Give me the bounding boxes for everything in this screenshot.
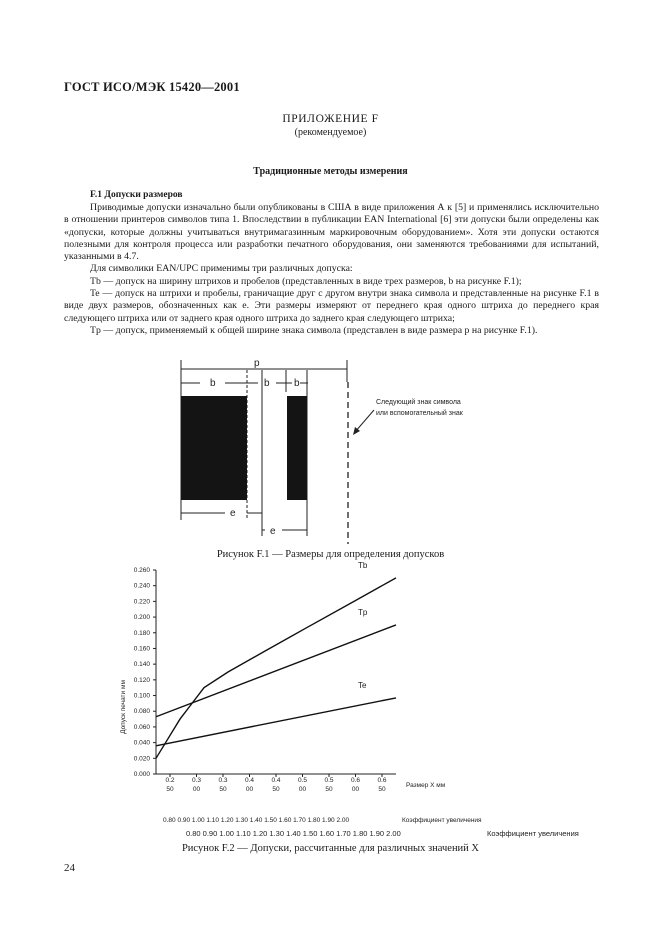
y-tick-label: 0.120 [133, 676, 150, 684]
label-e: e [230, 508, 236, 519]
x-tick-label: 0.5 [297, 777, 308, 784]
paragraph: Приводимые допуски изначально были опубликованы в США в виде приложения А к [5] и применялись исключительно в отношении принтеров символов типа 1. Впоследствии в публикации EAN International [6] эти допуски были определены как «допуски, которые должны учитываться внутримагазинным маркировочным оборудованием». Хотя эти допуски остаются полезными для контроля процесса или разработки печатного оборудования, они заменяются требованиями для испытаний, указанными в 4.7. [64, 202, 599, 263]
paragraph: Для символики EAN/UPC применимы три различных допуска: [90, 263, 353, 275]
y-tick-label: 0.140 [133, 661, 150, 669]
y-tick-label: 0.020 [133, 755, 150, 763]
label-p: p [254, 358, 260, 369]
label-e: e [270, 526, 276, 537]
series-line-te [156, 698, 396, 746]
magnification-label-2: Коэффициент увеличения [487, 829, 579, 838]
x-tick-label: 50 [272, 786, 280, 793]
series-label-tp: Tp [358, 607, 368, 617]
x-tick-label: 50 [378, 786, 386, 793]
y-tick-label: 0.260 [133, 567, 150, 574]
x-tick-label: 00 [192, 786, 201, 793]
y-axis [134, 567, 156, 778]
label-b: b [294, 378, 300, 389]
y-tick-label: 0.180 [133, 629, 150, 637]
paragraph: Tb — допуск на ширину штрихов и пробелов (представленных в виде трех размеров, b на рисунке F.1); [90, 275, 522, 287]
note-line-1: Следующий знак символа [376, 399, 461, 406]
x-tick-label: 50 [325, 786, 333, 793]
note-line-2: или вспомогательный знак [376, 410, 463, 417]
magnification-row-2: 0.80 0.90 1.00 1.10 1.20 1.30 1.40 1.50 1.60 1.70 1.80 1.90 2.00 [186, 829, 401, 838]
appendix-subtitle: (рекомендуемое) [294, 127, 367, 138]
appendix-title: ПРИЛОЖЕНИЕ F [282, 113, 379, 125]
label-b: b [210, 378, 216, 389]
label-b: b [264, 378, 270, 389]
section-title: F.1 Допуски размеров [90, 190, 183, 200]
note-arrowhead [353, 427, 360, 435]
y-tick-label: 0.160 [133, 645, 150, 653]
series-label-tb: Tb [358, 560, 368, 570]
y-tick-label: 0.200 [133, 614, 150, 622]
paragraph: Te — допуск на штрихи и пробелы, граничащие друг с другом внутри знака символа и представленные на рисунке F.1 в виде двух размеров, обозначенных как е. Эти размеры измеряют от переднего края одного штриха до переднего края следующего штриха или от заднего края одного штриха до заднего края следующего штриха; [64, 288, 599, 324]
x-tick-label: 50 [219, 786, 227, 793]
document-header: ГОСТ ИСО/МЭК 15420—2001 [64, 80, 240, 94]
figure-f1-caption: Рисунок F.1 — Размеры для определения допусков [216, 549, 445, 560]
x-tick-label: 0.2 [165, 777, 175, 784]
y-tick-label: 0.000 [133, 771, 150, 778]
x-tick-label: 0.3 [191, 777, 202, 784]
paragraph: Tp — допуск, применяемый к общей ширине знака символа (представлен в виде размера р на рисунке F.1). [90, 324, 538, 336]
x-tick-label: 00 [245, 786, 254, 793]
y-tick-label: 0.040 [133, 739, 150, 747]
bar-narrow [287, 396, 307, 500]
figure-f1 [170, 352, 510, 544]
x-tick-label: 00 [351, 786, 360, 793]
x-tick-label: 0.6 [377, 777, 387, 784]
series-line-tb [156, 578, 396, 758]
x-tick-label: 0.4 [244, 777, 255, 784]
bar-wide [181, 396, 247, 500]
figure-f2-caption: Рисунок F.2 — Допуски, рассчитанные для различных значений Х [181, 843, 480, 854]
y-tick-label: 0.060 [133, 723, 150, 731]
section-body [64, 202, 599, 337]
x-tick-label: 0.6 [350, 777, 361, 784]
y-tick-label: 0.080 [133, 708, 150, 716]
figure-f2-chart [100, 560, 620, 860]
series-line-tp [156, 625, 396, 717]
x-axis [156, 774, 396, 793]
magnification-row-1: 0.80 0.90 1.00 1.10 1.20 1.30 1.40 1.50 1.60 1.70 1.80 1.90 2.00 [163, 817, 350, 824]
x-axis-label: Размер Х мм [406, 782, 446, 789]
x-tick-label: 50 [166, 786, 174, 793]
series-label-te: Te [358, 680, 367, 690]
y-tick-label: 0.220 [133, 598, 150, 606]
x-tick-label: 0.5 [324, 777, 334, 784]
x-tick-label: 0.4 [271, 777, 281, 784]
note-arrow [355, 410, 374, 432]
y-axis-label: Допуск печати мм [120, 680, 127, 734]
magnification-label-1: Коэффициент увеличения [402, 817, 482, 824]
series-group [156, 561, 396, 758]
page-number: 24 [64, 862, 75, 874]
appendix-heading: Традиционные методы измерения [253, 166, 408, 177]
y-tick-label: 0.240 [133, 582, 150, 590]
y-tick-label: 0.100 [133, 692, 150, 700]
x-tick-label: 0.3 [218, 777, 228, 784]
x-tick-label: 00 [298, 786, 307, 793]
